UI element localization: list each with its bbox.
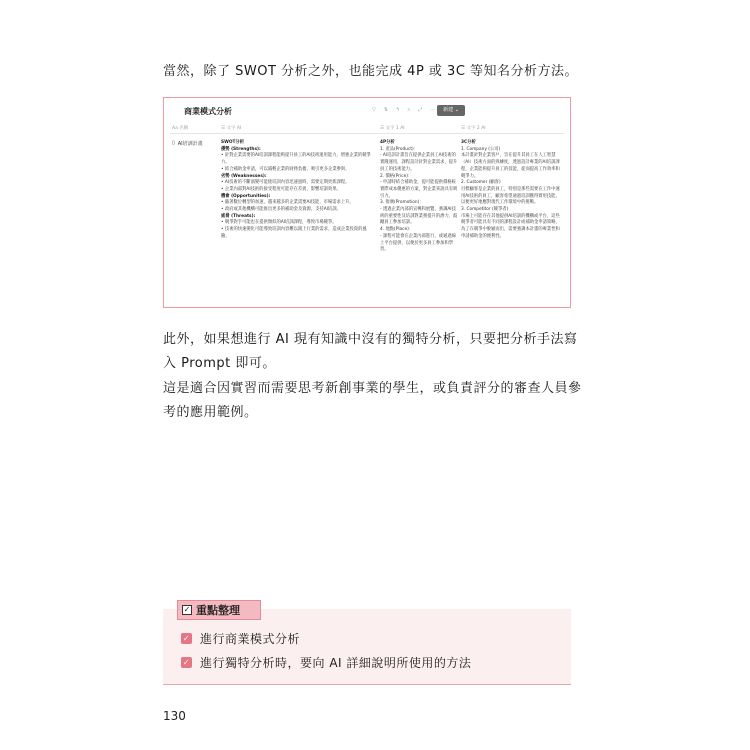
cell-3c (461, 140, 564, 241)
cell-line: 4P分析 (380, 140, 395, 145)
row-name (172, 140, 203, 147)
cell-line: • AI技術的不斷演變可能使培訓內容迅速過時，需要定期更新課程。 (221, 180, 350, 186)
paragraph-application: 這是適合因實習而需要思考新創事業的學生，或負責評分的審查人員參考的應用範例。 (163, 381, 582, 420)
key-points-box (163, 600, 571, 684)
cell-line: • 針對企業需要的AI培訓課程能夠提升員工的AI技術運用能力，增強企業的競爭力。 (221, 153, 371, 166)
cell-line: SWOT分析 (221, 140, 245, 145)
page-number: 130 (163, 709, 186, 723)
page-icon: ▯ (172, 140, 175, 146)
cell-line: 威脅 (Threats): (221, 213, 256, 219)
database-screenshot (163, 97, 571, 308)
cell-line: 機會 (Opportunities): (221, 193, 271, 199)
search-icon: ⌕ (407, 107, 411, 113)
expand-icon: ⤢ (418, 107, 423, 113)
cell-line: - 課程可能會在企業內部進行，或通過線上平台提供，以便於更多員工參加和學習。 (380, 233, 456, 253)
cell-line: 1. Company (公司) (461, 146, 501, 152)
checkbox-icon: ✓ (183, 605, 191, 614)
cell-line: 優勢 (Strengths): (221, 146, 261, 152)
cell-line: 3. 推廣(Promotion)： (380, 200, 424, 206)
cell-line: 2. Customer (顧客) (461, 180, 501, 186)
header-col3: ☰ 文字 2 AI (461, 126, 486, 131)
cell-line: 本計畫針對企業客戶，旨在提升其員工在人工智慧（AI）技術方面的熟練度，透過設計專業的AI培訓課程，企業能夠提升員工的技能，從而提高工作效率和競爭力。 (461, 153, 560, 179)
header-divider (170, 133, 564, 134)
cell-line: • 政府或其他機構可能推出更多的補助金及資源，支持AI培訓。 (221, 207, 341, 213)
cell-line: 4. 地點(Place)： (380, 227, 414, 233)
key-point-item (181, 654, 471, 671)
cell-line: • 技術的快速變化可能導致培訓內容難以跟上行業的需求，造成企業投資的風險。 (221, 227, 367, 239)
key-point-item (181, 630, 300, 647)
cell-line: 目標顧客是企業的員工，特別是那些需要在工作中運用AI技術的員工，顧客希望通過培訓獲得實用技能，以便更好地應對現代工作環境中的挑戰。 (461, 186, 560, 206)
header-name: Aa 名稱 (172, 126, 189, 131)
key-points-heading (177, 600, 261, 620)
cell-line: 市場上可能存在其他提供AI培訓的機構或平台，這些競爭者可能具有不同的課程設計或補助金申請策略，為了在競爭中脫穎而出，需要強調本計畫的專業性和申請補助金的便利性。 (461, 213, 560, 239)
key-point-text: 進行獨特分析時，要向 AI 詳細說明所使用的方法 (200, 656, 472, 670)
filter-icon: ▽ (372, 107, 376, 113)
database-title: 商業模式分析 (184, 107, 232, 116)
cell-line: 2. 價格(Price)： (380, 173, 413, 179)
cell-line: • 競爭對手可能也在提供類似的AI培訓課程，導致市場競爭。 (221, 220, 337, 226)
sort-icon: ⇅ (383, 107, 389, 113)
cell-line: • 隨著數位轉型的加速，越來越多的企業需要AI技能，市場需求上升。 (221, 200, 354, 206)
cell-line: - AI培訓計畫旨在提供企業員工AI技術的實踐運用，課程設計針對企業需求，提升員工的技術能力。 (380, 153, 458, 172)
check-icon: ✓ (182, 634, 191, 643)
cell-line: • 企業內部對AI技術的接受程度可能存在差異，影響培訓效果。 (221, 186, 341, 192)
new-button: 新建 ⌄ (437, 105, 465, 116)
key-points-band (163, 609, 571, 685)
cell-line: 3C分析 (461, 140, 476, 145)
header-col1: ☰ 文字 AI (221, 126, 242, 131)
key-point-text: 進行商業模式分析 (200, 632, 301, 646)
check-icon: ✓ (182, 658, 191, 667)
cell-4p (380, 140, 458, 254)
cell-swot (221, 140, 373, 241)
cell-line: 1. 產品(Product)： (380, 146, 419, 152)
cell-line: 劣勢 (Weaknesses): (221, 173, 267, 179)
more-icon: ··· (430, 107, 435, 113)
paragraph-custom-analysis: 此外，如果想進行 AI 現有知識中沒有的獨特分析，只要把分析手法寫入 Prompt 即可。 (163, 332, 578, 371)
database-toolbar (372, 107, 435, 113)
cell-line: • 結合補助金申請，可以減輕企業的財務負擔，吸引更多企業參與。 (221, 166, 350, 172)
cell-line: - 申請時結合補助金，提可能提供價格較實際成本優惠的方案，對企業來說具有吸引力。 (380, 180, 458, 199)
row-name-text: AI培訓計畫 (177, 141, 203, 147)
header-col2: ☰ 文字 1 AI (380, 126, 405, 131)
cell-line: - 透過企業內部的宣傳和展覽，強調AI技術的重要性及培訓對業務提升的潛力，鼓勵員工參加培訓。 (380, 207, 458, 226)
key-points-heading-text: 重點整理 (196, 604, 240, 617)
cell-line: 3. Competitor (競爭者) (461, 207, 509, 213)
paragraph-intro: 當然，除了 SWOT 分析之外，也能完成 4P 或 3C 等知名分析方法。 (163, 64, 579, 79)
lightning-icon: ϟ (396, 107, 400, 113)
